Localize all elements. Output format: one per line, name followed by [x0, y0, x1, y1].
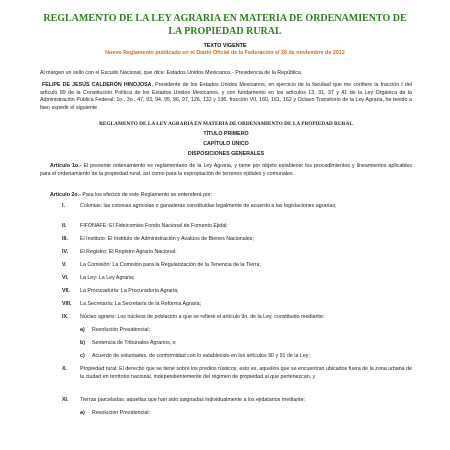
- capitulo-heading: CAPÍTULO ÚNICO: [203, 141, 249, 147]
- sub-list-item: Acuerdo de voluntades, de conformidad con lo establecido en los artículos 90 y 91 de la Ley;: [92, 353, 310, 359]
- list-item: Tierras parceladas: aquellas que han sido asignadas individualmente a los ejidatarios mediante:: [80, 397, 306, 403]
- article-2-text: Para los efectos de este Reglamento se entenderá por:: [80, 192, 213, 198]
- sub-list-item: Resolución Presidencial;: [92, 327, 151, 333]
- item-number: IV.: [62, 249, 68, 255]
- list-item: FIFONAFE: El Fideicomiso Fondo Nacional de Fomento Ejidal;: [80, 223, 228, 229]
- subitem-letter: a): [80, 410, 85, 416]
- item-number: VIII.: [62, 301, 72, 307]
- publication-note: Nuevo Reglamento publicado en el Diario Oficial de la Federación el 28 de noviembre de 2012: [105, 50, 345, 56]
- article-1: [40, 163, 412, 178]
- president-name: FELIPE DE JESÚS CALDERÓN HINOJOSA: [42, 82, 152, 88]
- list-item: Colonias: las colonias agrícolas o ganaderas constituidas legalmente de acuerdo a las legislaciones agrarias;: [80, 203, 337, 209]
- subitem-letter: b): [80, 340, 85, 346]
- disposiciones-heading: DISPOSICIONES GENERALES: [187, 151, 265, 157]
- list-item: El Registro: El Registro Agrario Nacional;: [80, 249, 177, 255]
- item-number: VI.: [62, 275, 69, 281]
- list-item: La Procuraduría: La Procuraduría Agraria;: [80, 288, 179, 294]
- president-text: , Presidente de los Estados Unidos Mexicanos, en ejercicio de la facultad que me confiere la fracción I del artículo 89 de la Constitución Política de los Estados Unidos Mexicanos, y con fundamento en los artículos 13, 31, 37 y 41 de la Ley Orgánica de la Administración Pública Federal; 1o., 3o., 47, 93, 94, 95, 96, 97, 126, 132 y 136, fracción VII, 160, 161, 162 y Octavo Transitorio de la Ley Agraria, he tenido a bien expedir el siguiente: [40, 82, 412, 111]
- document-title: REGLAMENTO DE LA LEY AGRARIA EN MATERIA DE ORDENAMIENTO DE LA PROPIEDAD RURAL: [43, 13, 407, 37]
- list-item: El Instituto: El Instituto de Administración y Avalúos de Bienes Nacionales;: [80, 236, 254, 242]
- item-number: III.: [62, 236, 68, 242]
- article-1-label: Artículo 1o.-: [50, 163, 82, 169]
- list-item: Núcleo agrario: Los núcleos de población a que se refiere el artículo 9o. de la Ley, constituido mediante:: [80, 314, 325, 320]
- item-number: II.: [62, 223, 67, 229]
- texto-vigente-label: TEXTO VIGENTE: [203, 43, 247, 49]
- sub-list-item: Resolución Presidencial;: [92, 410, 151, 416]
- reglamento-heading: REGLAMENTO DE LA LEY AGRARIA EN MATERIA DE ORDENAMIENTO DE LA PROPIEDAD RURAL: [99, 121, 353, 127]
- subitem-letter: c): [80, 353, 85, 359]
- president-paragraph: [40, 82, 412, 112]
- article-1-text: El presente ordenamiento es reglamentario de la Ley Agraria, y tiene por objeto establecer los procedimientos y lineamientos aplicables para el ordenamiento de la propiedad rural, así como para la expropiación de terrenos ejidales y comunales.: [40, 163, 412, 177]
- item-number: I.: [62, 203, 65, 209]
- list-item: La Comisión: La Comisión para la Regularización de la Tenencia de la Tierra;: [80, 262, 261, 268]
- item-number: V.: [62, 262, 67, 268]
- titulo-heading: TÍTULO PRIMERO: [203, 131, 249, 137]
- sub-list-item: Sentencia de Tribunales Agrarios, o: [92, 340, 176, 346]
- list-item: La Ley: La Ley Agraria;: [80, 275, 135, 281]
- article-2: [40, 192, 412, 200]
- article-2-label: Artículo 2o.-: [50, 192, 81, 198]
- subitem-letter: a): [80, 327, 85, 333]
- item-number: X.: [62, 366, 68, 372]
- list-item: La Secretaría: La Secretaría de la Reforma Agraria;: [80, 301, 202, 307]
- item-number: IX.: [62, 314, 69, 320]
- list-item: Propiedad rural: El derecho que se tiene sobre los predios rústicos, esto es, aquellos que se encuentran ubicados fuera de la zona urbana de la ciudad en territorio nacional, independientemente del régimen de propiedad al que pertenezcan, y: [80, 366, 412, 380]
- item-number: VII.: [62, 288, 70, 294]
- margin-seal-paragraph: Al margen un sello con el Escudo Nacional, que dice: Estados Unidos Mexicanos.- Presidencia de la República.: [40, 70, 303, 76]
- item-number: XI.: [62, 397, 69, 403]
